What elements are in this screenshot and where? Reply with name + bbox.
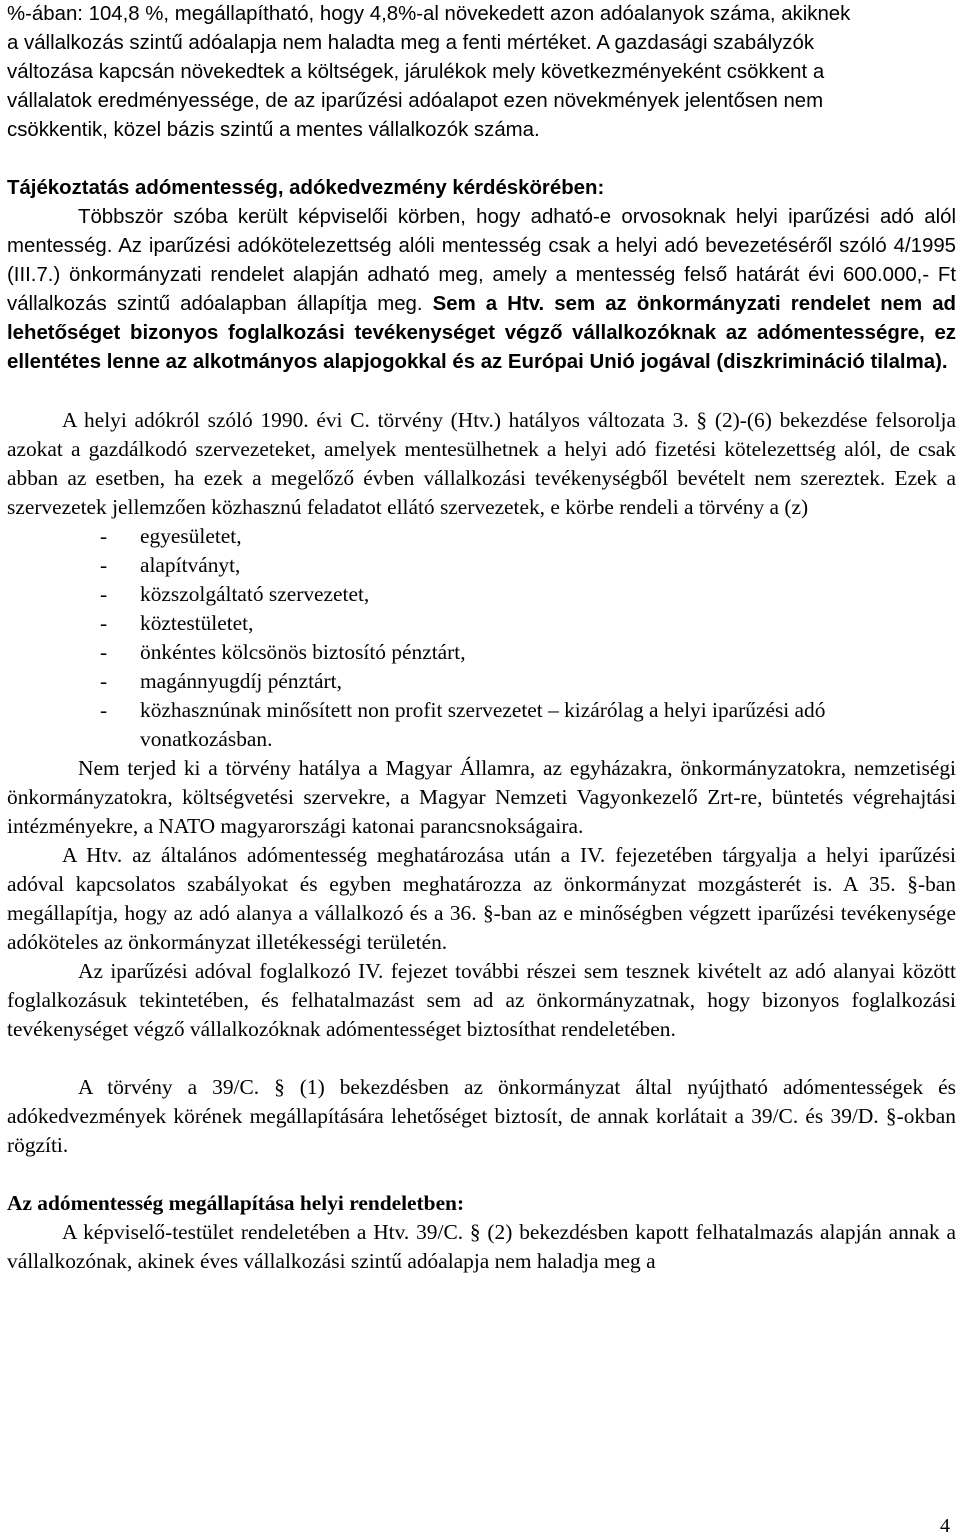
list-item-text: közhasznúnak minősített non profit szervezetet – kizárólag a helyi iparűzési adó vonatkozásban. bbox=[140, 698, 826, 751]
dash-bullet: - bbox=[100, 669, 108, 693]
list-item-text: önkéntes kölcsönös biztosító pénztárt, bbox=[140, 640, 466, 664]
list-item-text: köztestületet, bbox=[140, 611, 254, 635]
decree-heading: Az adómentesség megállapítása helyi rendeletben: bbox=[7, 1191, 465, 1215]
info-text: Többször szóba került képviselői körben, hogy adható-e orvosoknak helyi iparűzési adó alól mentesség. Az iparűzési adókötelezettség alóli mentesség csak a helyi adó bevezetéséről szóló 4/1995 (III.7.) önkormányzati rendelet alapján adható meg, amely a mentesség felső határát évi 600.000,- Ft vállalkozás szintű adóalapban állapítja meg. bbox=[7, 206, 956, 315]
dash-bullet: - bbox=[100, 553, 108, 577]
text-line: vállalatok eredményessége, de az iparűzési adóalapot ezen növekmények jelentősen nem bbox=[7, 90, 824, 112]
info-bold-text: Sem a Htv. sem az önkormányzati rendelet nem ad lehetőséget bizonyos foglalkozási tevékenységet végző vállalkozóknak az adómentességre, ez ellentétes lenne az alkotmányos alapjogokkal és az Európai Unió jogával (diszkrimináció tilalma). bbox=[7, 293, 957, 373]
dash-bullet: - bbox=[100, 611, 108, 635]
text-line: %-ában: 104,8 %, megállapítható, hogy 4,8%-al növekedett azon adóalanyok száma, akiknek bbox=[7, 3, 851, 25]
chapter4-more-paragraph: Az iparűzési adóval foglalkozó IV. fejezet további részei sem tesznek kivételt az adó alanyai között foglalkozásuk tekintetében, és felhatalmazást sem ad az önkormányzatnak, hogy bizonyos foglalkozási tevékenységet végző vállalkozóknak adómentességet biztosíthat rendeletében. bbox=[7, 959, 956, 1041]
page-number: 4 bbox=[940, 1515, 950, 1537]
dash-bullet: - bbox=[100, 582, 108, 606]
text-line: változása kapcsán növekedtek a költségek, járulékok mely következményeként csökkent a bbox=[7, 61, 825, 83]
info-paragraph bbox=[7, 203, 956, 377]
text-line: csökkentik, közel bázis szintű a mentes vállalkozók száma. bbox=[7, 119, 540, 141]
list-item bbox=[7, 580, 956, 609]
list-item-text: alapítványt, bbox=[140, 553, 241, 577]
list-item-text: magánnyugdíj pénztárt, bbox=[140, 669, 342, 693]
list-item bbox=[7, 696, 956, 754]
list-item-text: egyesületet, bbox=[140, 524, 242, 548]
dash-bullet: - bbox=[100, 640, 108, 664]
law39c-paragraph: A törvény a 39/C. § (1) bekezdésben az önkormányzat által nyújtható adómentességek és adókedvezmények körének megállapítására lehetőséget biztosít, de annak korlátait a 39/C. és 39/D. §-okban rögzíti. bbox=[7, 1075, 956, 1157]
document-page bbox=[7, 0, 956, 1276]
decree-paragraph: A képviselő-testület rendeletében a Htv. 39/C. § (2) bekezdésben kapott felhatalmazás alapján annak a vállalkozónak, akinek éves vállalkozási szintű adóalapja nem haladja meg a bbox=[7, 1220, 956, 1273]
list-item bbox=[7, 551, 956, 580]
list-item bbox=[7, 667, 956, 696]
list-item-text: közszolgáltató szervezetet, bbox=[140, 582, 370, 606]
chapter4-paragraph: A Htv. az általános adómentesség meghatározása után a IV. fejezetében tárgyalja a helyi iparűzési adóval kapcsolatos szabályokat és egyben meghatározza az önkormányzat mozgásterét is. A 35. §-ban megállapítja, hogy az adó alanya a vállalkozó és a 36. §-ban az e minőségben végzett iparűzési tevékenysége adóköteles az önkormányzat illetékességi területén. bbox=[7, 843, 956, 954]
dash-bullet: - bbox=[100, 524, 108, 548]
intro-paragraph bbox=[7, 0, 956, 145]
info-heading: Tájékoztatás adómentesség, adókedvezmény kérdéskörében: bbox=[7, 177, 605, 199]
htv-intro-paragraph: A helyi adókról szóló 1990. évi C. törvény (Htv.) hatályos változata 3. § (2)-(6) bekezdése felsorolja azokat a gazdálkodó szervezeteket, amelyek mentesülhetnek a helyi adó fizetési kötelezettség alól, de csak abban az esetben, ha ezek a megelőző évben vállalkozási tevékenységből bevételt nem szereztek. Ezek a szervezetek jellemzően közhasznú feladatot ellátó szervezetek, e körbe rendeli a törvény a (z) bbox=[7, 408, 956, 519]
text-line: a vállalkozás szintű adóalapja nem haladta meg a fenti mértéket. A gazdasági szabályzók bbox=[7, 32, 815, 54]
list-item bbox=[7, 522, 956, 551]
list-item bbox=[7, 609, 956, 638]
list-item bbox=[7, 638, 956, 667]
not-applies-paragraph: Nem terjed ki a törvény hatálya a Magyar Államra, az egyházakra, önkormányzatokra, nemzetiségi önkormányzatokra, költségvetési szervekre, a Magyar Nemzeti Vagyonkezelő Zrt-re, büntetés végrehajtási intézményekre, a NATO magyarországi katonai parancsnokságaira. bbox=[7, 756, 956, 838]
entity-list bbox=[7, 522, 956, 754]
dash-bullet: - bbox=[100, 698, 108, 722]
